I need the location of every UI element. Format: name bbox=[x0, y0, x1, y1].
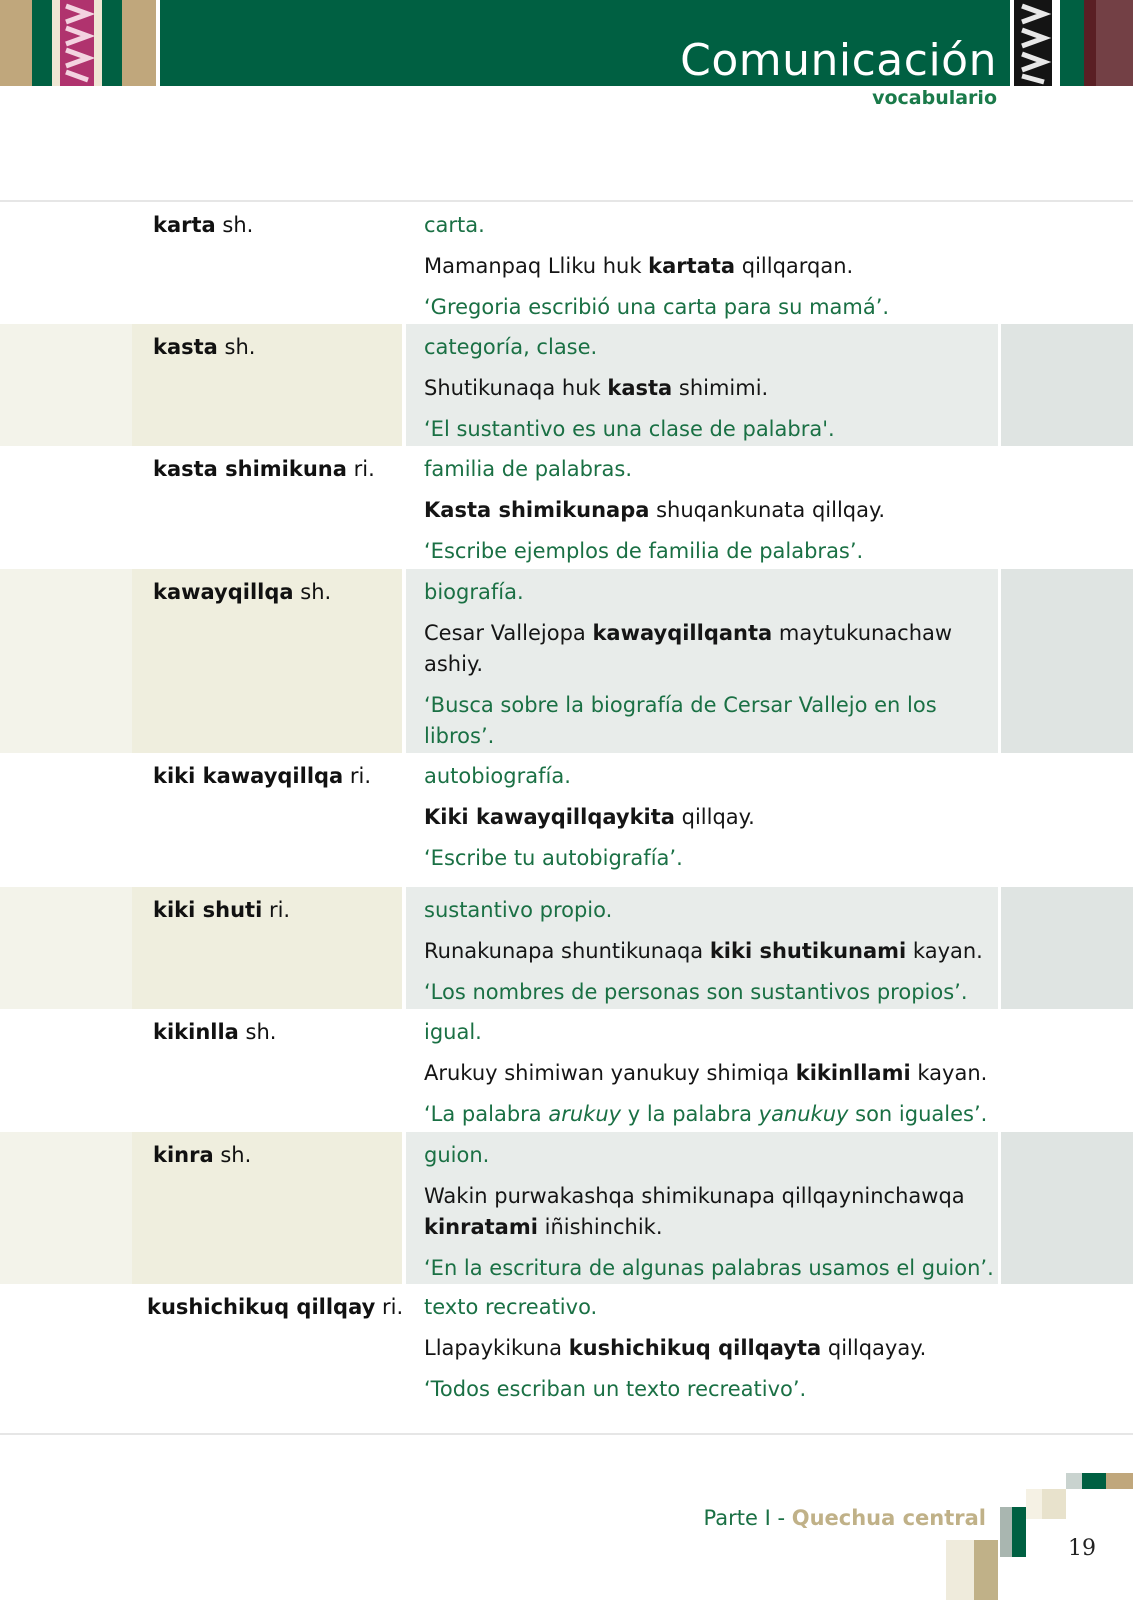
translation-italic: arukuy bbox=[548, 1102, 622, 1126]
example-keyword: kushichikuq qillqayta bbox=[568, 1336, 822, 1360]
footer-decor-block bbox=[1082, 1473, 1106, 1489]
vocabulary-entry bbox=[0, 753, 1133, 887]
example-keyword: Kasta shimikunapa bbox=[424, 498, 650, 522]
example-text: Mamanpaq Lliku huk bbox=[424, 254, 649, 278]
entry-definitions bbox=[424, 887, 994, 1012]
footer-decor-block bbox=[1042, 1489, 1066, 1519]
example-text: Llapaykikuna bbox=[424, 1336, 569, 1360]
entry-part-of-speech: ri. bbox=[262, 898, 291, 922]
example-keyword: kikinllami bbox=[795, 1061, 911, 1085]
row-shading bbox=[1001, 324, 1133, 446]
header-pattern-band bbox=[1014, 0, 1052, 86]
example-text: Shutikunaqa huk bbox=[424, 376, 608, 400]
entry-example bbox=[424, 936, 994, 967]
entry-gloss: categoría, clase. bbox=[424, 335, 598, 359]
entry-headword: kawayqillqa bbox=[153, 580, 294, 604]
entry-definitions bbox=[424, 202, 994, 327]
row-shading bbox=[1001, 569, 1133, 753]
row-shading bbox=[1001, 1132, 1133, 1284]
translation-text: ‘La palabra bbox=[424, 1102, 549, 1126]
example-text: kayan. bbox=[906, 939, 983, 963]
footer-decor-block bbox=[946, 1540, 974, 1600]
entry-headword: kinra bbox=[153, 1143, 214, 1167]
footer-part: Parte I - bbox=[703, 1506, 792, 1530]
example-text: iñishinchik. bbox=[537, 1215, 663, 1239]
entry-term bbox=[147, 1292, 404, 1322]
header-stripe bbox=[94, 0, 102, 86]
entry-part-of-speech: sh. bbox=[238, 1020, 277, 1044]
example-text: Cesar Vallejopa bbox=[424, 621, 593, 645]
footer-part-label bbox=[704, 1504, 986, 1532]
entry-example bbox=[424, 1058, 994, 1089]
entry-definitions bbox=[424, 569, 994, 756]
entry-example bbox=[424, 251, 994, 282]
entry-translation bbox=[424, 1253, 994, 1284]
entry-example bbox=[424, 495, 994, 526]
entry-headword: kushichikuq qillqay bbox=[147, 1295, 376, 1319]
entry-definitions bbox=[424, 753, 994, 878]
header-stripe bbox=[1096, 0, 1133, 86]
header-stripe bbox=[1052, 0, 1060, 86]
entry-gloss: texto recreativo. bbox=[424, 1295, 598, 1319]
entry-example bbox=[424, 618, 994, 680]
header-stripe bbox=[1060, 0, 1084, 86]
header-stripe bbox=[32, 0, 52, 86]
entry-translation bbox=[424, 1099, 994, 1130]
entry-definitions bbox=[424, 446, 994, 571]
footer-decor-block bbox=[1026, 1489, 1042, 1519]
entry-translation bbox=[424, 843, 994, 874]
translation-text: y la palabra bbox=[621, 1102, 759, 1126]
footer-part-name: Quechua central bbox=[791, 1506, 986, 1530]
entry-headword: kiki kawayqillqa bbox=[153, 764, 344, 788]
row-shading bbox=[0, 1132, 132, 1284]
footer-decor-block bbox=[1066, 1473, 1082, 1489]
translation-text: ‘Todos escriban un texto recreativo’. bbox=[424, 1377, 807, 1401]
entry-definitions bbox=[424, 1009, 994, 1134]
entry-term bbox=[153, 1140, 403, 1170]
entry-definitions bbox=[424, 324, 994, 449]
example-text: qillqayay. bbox=[821, 1336, 927, 1360]
section-title: Comunicación bbox=[680, 35, 997, 86]
bottom-divider bbox=[0, 1433, 1133, 1435]
entry-part-of-speech: sh. bbox=[293, 580, 332, 604]
entry-example bbox=[424, 802, 994, 833]
entry-term bbox=[153, 577, 403, 607]
entry-gloss: familia de palabras. bbox=[424, 457, 633, 481]
entry-part-of-speech: ri. bbox=[375, 1295, 404, 1319]
entry-part-of-speech: ri. bbox=[346, 457, 375, 481]
entry-term bbox=[153, 332, 403, 362]
entry-example bbox=[424, 1181, 994, 1243]
header-stripe bbox=[52, 0, 60, 86]
entry-term bbox=[153, 454, 403, 484]
translation-text: ‘Escribe ejemplos de familia de palabras’. bbox=[424, 539, 864, 563]
entry-part-of-speech: ri. bbox=[343, 764, 372, 788]
example-text: qillqarqan. bbox=[735, 254, 854, 278]
vocabulary-entry bbox=[0, 202, 1133, 324]
entry-translation bbox=[424, 690, 994, 752]
entry-example bbox=[424, 373, 994, 404]
example-text: Arukuy shimiwan yanukuy shimiqa bbox=[424, 1061, 796, 1085]
footer-decor-block bbox=[1106, 1473, 1133, 1489]
vocabulary-entry bbox=[0, 1284, 1133, 1432]
example-text: shuqankunata qillqay. bbox=[649, 498, 886, 522]
example-keyword: kinratami bbox=[424, 1215, 538, 1239]
section-subtitle: vocabulario bbox=[872, 87, 997, 109]
entry-translation bbox=[424, 414, 994, 445]
entry-headword: karta bbox=[153, 213, 216, 237]
entry-headword: kikinlla bbox=[153, 1020, 239, 1044]
entry-gloss: guion. bbox=[424, 1143, 490, 1167]
entry-definitions bbox=[424, 1132, 994, 1288]
entry-part-of-speech: sh. bbox=[215, 213, 254, 237]
row-shading bbox=[0, 324, 132, 446]
page-header bbox=[0, 0, 1133, 86]
entry-part-of-speech: sh. bbox=[213, 1143, 252, 1167]
entry-definitions bbox=[424, 1284, 994, 1409]
translation-italic: yanukuy bbox=[758, 1102, 849, 1126]
vocabulary-entry bbox=[0, 569, 1133, 753]
example-keyword: kasta bbox=[607, 376, 673, 400]
entry-term bbox=[153, 210, 403, 240]
entry-term bbox=[153, 895, 403, 925]
entry-gloss: igual. bbox=[424, 1020, 482, 1044]
entry-translation bbox=[424, 977, 994, 1008]
entry-headword: kasta shimikuna bbox=[153, 457, 347, 481]
entry-example bbox=[424, 1333, 994, 1364]
header-stripe bbox=[122, 0, 156, 86]
vocabulary-entry bbox=[0, 446, 1133, 569]
example-text: Wakin purwakashqa shimikunapa qillqayninchawqa bbox=[424, 1184, 965, 1208]
entry-gloss: sustantivo propio. bbox=[424, 898, 613, 922]
translation-text: ‘Los nombres de personas son sustantivos propios’. bbox=[424, 980, 968, 1004]
example-keyword: kartata bbox=[648, 254, 736, 278]
entry-gloss: autobiografía. bbox=[424, 764, 571, 788]
translation-text: ‘En la escritura de algunas palabras usamos el guion’. bbox=[424, 1256, 994, 1280]
footer-decor-block bbox=[974, 1540, 998, 1600]
header-pattern-band bbox=[60, 0, 94, 86]
example-keyword: kawayqillqanta bbox=[592, 621, 773, 645]
translation-text: ‘Busca sobre la biografía de Cersar Vallejo en los libros’. bbox=[424, 693, 937, 748]
example-text: shimimi. bbox=[672, 376, 769, 400]
header-stripe bbox=[1084, 0, 1096, 86]
translation-text: ‘Gregoria escribió una carta para su mamá’. bbox=[424, 295, 890, 319]
chakana-pattern-icon bbox=[60, 0, 94, 86]
entry-term bbox=[153, 761, 403, 791]
page-number: 19 bbox=[1068, 1536, 1096, 1561]
entry-term bbox=[153, 1017, 403, 1047]
footer-decor-block bbox=[1000, 1507, 1012, 1557]
example-keyword: kiki shutikunami bbox=[709, 939, 907, 963]
vocabulary-list bbox=[0, 202, 1133, 1432]
vocabulary-entry bbox=[0, 324, 1133, 446]
vocabulary-entry bbox=[0, 1009, 1133, 1132]
entry-part-of-speech: sh. bbox=[217, 335, 256, 359]
translation-text: son iguales’. bbox=[848, 1102, 988, 1126]
example-text: qillqay. bbox=[674, 805, 755, 829]
header-stripe bbox=[0, 0, 32, 86]
example-text: maytukunachaw ashiy. bbox=[424, 621, 953, 676]
row-shading bbox=[0, 887, 132, 1009]
example-text: kayan. bbox=[910, 1061, 988, 1085]
entry-translation bbox=[424, 536, 994, 567]
entry-translation bbox=[424, 292, 994, 323]
entry-translation bbox=[424, 1374, 994, 1405]
entry-headword: kiki shuti bbox=[153, 898, 263, 922]
chakana-pattern-icon bbox=[1014, 0, 1052, 86]
vocabulary-entry bbox=[0, 1132, 1133, 1284]
footer-decor-block bbox=[1012, 1507, 1026, 1557]
example-keyword: Kiki kawayqillqaykita bbox=[424, 805, 675, 829]
entry-headword: kasta bbox=[153, 335, 218, 359]
row-shading bbox=[1001, 887, 1133, 1009]
entry-gloss: biografía. bbox=[424, 580, 524, 604]
example-text: Runakunapa shuntikunaqa bbox=[424, 939, 710, 963]
translation-text: ‘Escribe tu autobigrafía’. bbox=[424, 846, 683, 870]
row-shading bbox=[0, 569, 132, 753]
vocabulary-entry bbox=[0, 887, 1133, 1009]
translation-text: ‘El sustantivo es una clase de palabra'. bbox=[424, 417, 835, 441]
header-stripe bbox=[102, 0, 122, 86]
entry-gloss: carta. bbox=[424, 213, 485, 237]
